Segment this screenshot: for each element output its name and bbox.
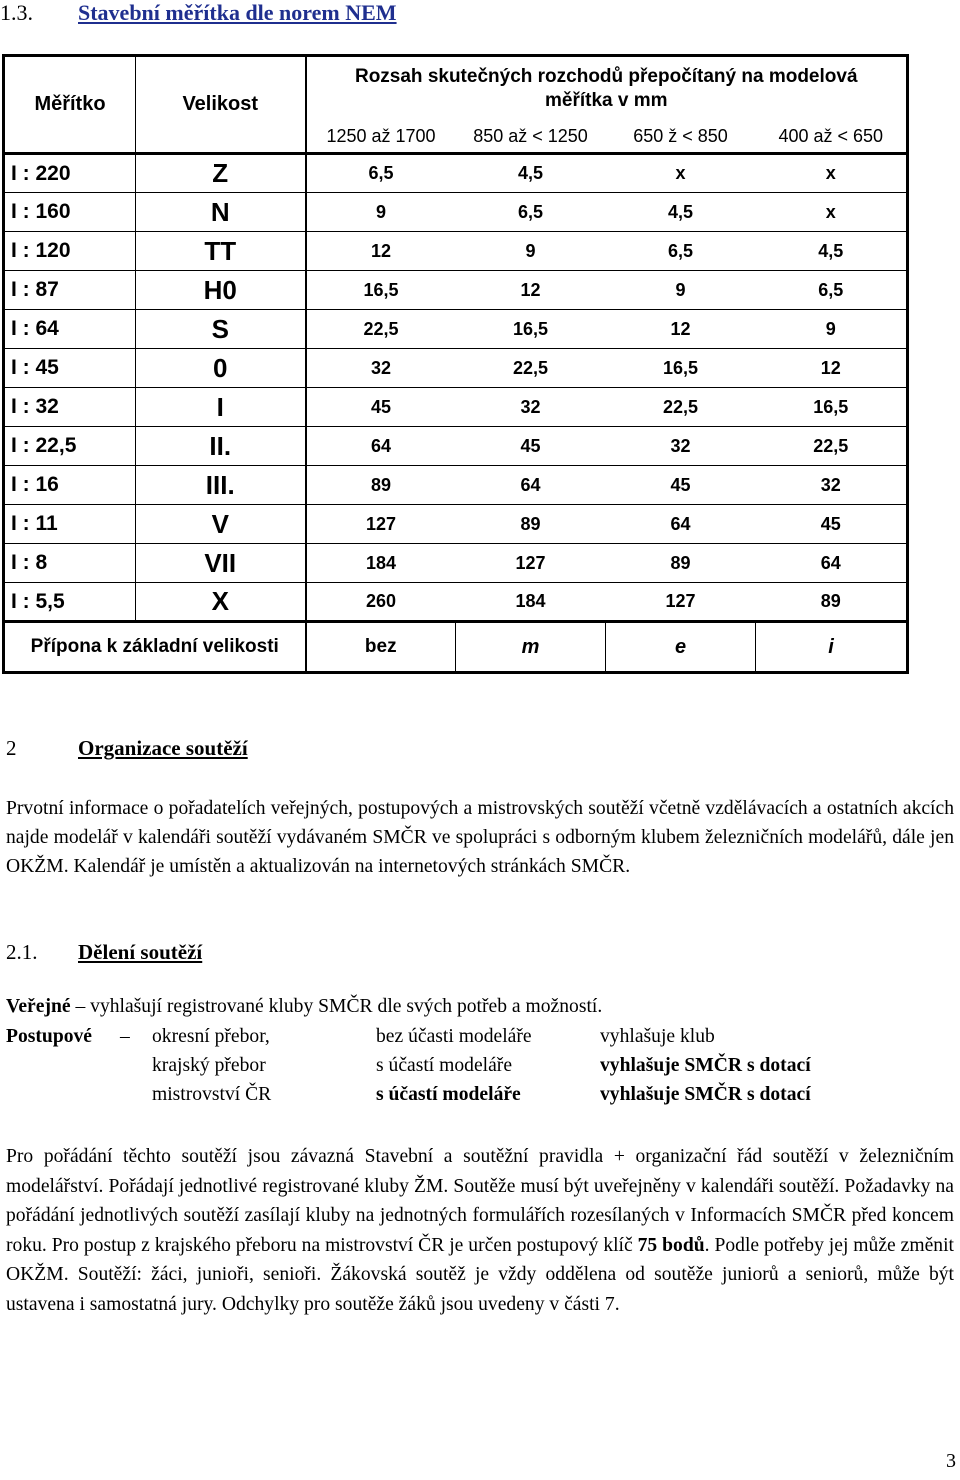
scale-cell: I : 16 [4, 466, 136, 505]
size-cell: V [136, 505, 306, 544]
value-cell: 89 [306, 466, 456, 505]
public-line [6, 996, 602, 1018]
prog-organizer: vyhlašuje SMČR s dotací [600, 1055, 811, 1076]
value-cell: 32 [306, 349, 456, 388]
suffix-row [4, 622, 908, 673]
value-cell: 45 [456, 427, 606, 466]
table-row [4, 583, 908, 622]
value-cell: 9 [756, 310, 908, 349]
size-cell: II. [136, 427, 306, 466]
value-cell: 9 [456, 232, 606, 271]
size-cell: VII [136, 544, 306, 583]
value-cell: 12 [756, 349, 908, 388]
value-cell: 89 [606, 544, 756, 583]
size-cell: S [136, 310, 306, 349]
gauge-col-3: 650 ž < 850 [606, 122, 756, 154]
prog-participation: bez účasti modeláře [376, 1026, 532, 1047]
table-row [4, 505, 908, 544]
value-cell: 16,5 [456, 310, 606, 349]
scale-cell: I : 5,5 [4, 583, 136, 622]
suffix-cell: i [756, 622, 908, 673]
value-cell: 4,5 [606, 193, 756, 232]
table-row [4, 310, 908, 349]
section21-heading [6, 940, 202, 965]
prog-participation: s účastí modeláře [376, 1084, 521, 1105]
value-cell: 32 [606, 427, 756, 466]
value-cell: 127 [665, 591, 696, 611]
header-size: Velikost [136, 56, 306, 154]
value-cell: 22,5 [456, 349, 606, 388]
value-cell: 260 [365, 591, 397, 611]
scale-table [2, 54, 909, 674]
scale-cell: I : 87 [4, 271, 136, 310]
value-cell: 4,5 [456, 154, 606, 193]
value-cell: 22,5 [306, 310, 456, 349]
value-cell: 32 [456, 388, 606, 427]
rules-text-a: Pro pořádání těchto soutěží jsou závazná Stavební a soutěžní pravidla + organizační řád soutěží v železničním modelářství. Pořádají jednotlivé registrované kluby ŽM. Soutěže musí být uveřejněny v kalendáři soutěží. Požadavky na pořádání jednotlivých soutěží zasílají kluby na jednotných formulářích rozesílaných v Informacích SMČR před koncem roku. Pro postup z krajského přeboru na mistrovství ČR je určen postupový klíč [6, 1146, 954, 1256]
prog-row [6, 1055, 954, 1085]
value-cell: 6,5 [606, 232, 756, 271]
scale-cell: I : 220 [4, 154, 136, 193]
scale-cell: I : 8 [4, 544, 136, 583]
size-cell: TT [136, 232, 306, 271]
public-text: – vyhlašují registrované kluby SMČR dle svých potřeb a možností. [70, 996, 603, 1017]
value-cell: 16,5 [756, 388, 908, 427]
prog-label: Postupové [6, 1026, 93, 1047]
value-cell: 127 [306, 505, 456, 544]
value-cell: 127 [456, 544, 606, 583]
value-cell: 64 [456, 466, 606, 505]
prog-level: krajský přebor [152, 1055, 266, 1076]
table-row [4, 466, 908, 505]
table-row [4, 232, 908, 271]
value-cell: 184 [306, 544, 456, 583]
page-number: 3 [946, 1450, 956, 1472]
value-cell: 22,5 [756, 427, 908, 466]
value-cell: 22,5 [606, 388, 756, 427]
value-cell: 12 [306, 232, 456, 271]
value-cell: 6,5 [756, 271, 908, 310]
scale-cell: I : 64 [4, 310, 136, 349]
suffix-cell: e [606, 622, 756, 673]
value-cell: x [756, 193, 908, 232]
prog-level: mistrovství ČR [152, 1084, 272, 1105]
section21-number: 2.1. [6, 940, 38, 964]
size-cell: X [136, 583, 306, 622]
table-row [4, 271, 908, 310]
section-number: 1.3. [0, 0, 33, 25]
header-scale: Měřítko [4, 56, 136, 154]
prog-row [6, 1026, 954, 1056]
size-cell: I [136, 388, 306, 427]
value-cell: 32 [756, 466, 908, 505]
prog-organizer: vyhlašuje SMČR s dotací [600, 1084, 811, 1105]
table-row [4, 388, 908, 427]
suffix-label: Přípona k základní velikosti [4, 622, 306, 673]
value-cell: 9 [306, 193, 456, 232]
value-cell: 6,5 [456, 193, 606, 232]
rules-text-c: . Podle potřeby jej může změnit OKŽM. Soutěží: žáci, junioři, senioři. Žákovská soutěž je vždy oddělena od soutěže juniorů a seniorů, může být ustavena i samostatná jury. Odchylky pro soutěže žáků jsou uvedeny v části 7. [6, 1234, 954, 1315]
value-cell: 12 [606, 310, 756, 349]
gauge-col-2: 850 až < 1250 [456, 122, 606, 154]
scale-cell: I : 120 [4, 232, 136, 271]
prog-participation: s účastí modeláře [376, 1055, 513, 1076]
size-cell: Z [136, 154, 306, 193]
value-cell: 6,5 [306, 154, 456, 193]
table-row [4, 193, 908, 232]
prog-level: okresní přebor, [152, 1026, 270, 1047]
value-cell: 16,5 [306, 271, 456, 310]
value-cell: 89 [456, 505, 606, 544]
scale-cell: I : 45 [4, 349, 136, 388]
size-cell: III. [136, 466, 306, 505]
size-cell: N [136, 193, 306, 232]
header-range: Rozsah skutečných rozchodů přepočítaný na modelová měřítka v mm [354, 66, 858, 112]
size-cell: 0 [136, 349, 306, 388]
section2-paragraph: Prvotní informace o pořadatelích veřejných, postupových a mistrovských soutěží včetně vzdělávacích a ostatních akcích najde modelář v kalendáři soutěží vydávaném SMČR ve spolupráci s odborným klubem železničních modelářů, dále jen OKŽM. Kalendář je umístěn a aktualizován na internetových stránkách SMČR. [6, 798, 954, 877]
value-cell: 64 [756, 544, 908, 583]
prog-row [6, 1084, 954, 1114]
section21-title: Dělení soutěží [78, 940, 203, 964]
section2-title: Organizace soutěží [78, 736, 248, 760]
prog-organizer: vyhlašuje klub [600, 1026, 715, 1047]
value-cell: 12 [456, 271, 606, 310]
prog-dash: – [120, 1026, 130, 1047]
value-cell: 184 [515, 591, 546, 611]
value-cell: x [756, 154, 908, 193]
value-cell: 64 [306, 427, 456, 466]
suffix-cell: bez [306, 622, 456, 673]
section2-heading [6, 736, 248, 761]
scale-cell: I : 32 [4, 388, 136, 427]
section-title-text: Stavební měřítka dle norem NEM [78, 0, 397, 25]
value-cell: x [606, 154, 756, 193]
gauge-col-1: 1250 až 1700 [306, 122, 456, 154]
value-cell: 4,5 [756, 232, 908, 271]
scale-cell: I : 11 [4, 505, 136, 544]
scale-cell: I : 160 [4, 193, 136, 232]
table-row [4, 349, 908, 388]
suffix-cell: m [456, 622, 606, 673]
value-cell: 89 [820, 591, 841, 611]
table-row [4, 544, 908, 583]
rules-points: 75 bodů [637, 1234, 705, 1256]
size-cell: H0 [136, 271, 306, 310]
value-cell: 45 [306, 388, 456, 427]
value-cell: 64 [606, 505, 756, 544]
section-title [0, 0, 397, 26]
table-row [4, 427, 908, 466]
gauge-col-4: 400 až < 650 [756, 122, 908, 154]
rules-paragraph [6, 1142, 954, 1319]
public-label: Veřejné [6, 996, 71, 1017]
value-cell: 16,5 [606, 349, 756, 388]
value-cell: 9 [606, 271, 756, 310]
table-row [4, 154, 908, 193]
value-cell: 45 [606, 466, 756, 505]
scale-cell: I : 22,5 [4, 427, 136, 466]
value-cell: 45 [756, 505, 908, 544]
section2-number: 2 [6, 736, 17, 760]
